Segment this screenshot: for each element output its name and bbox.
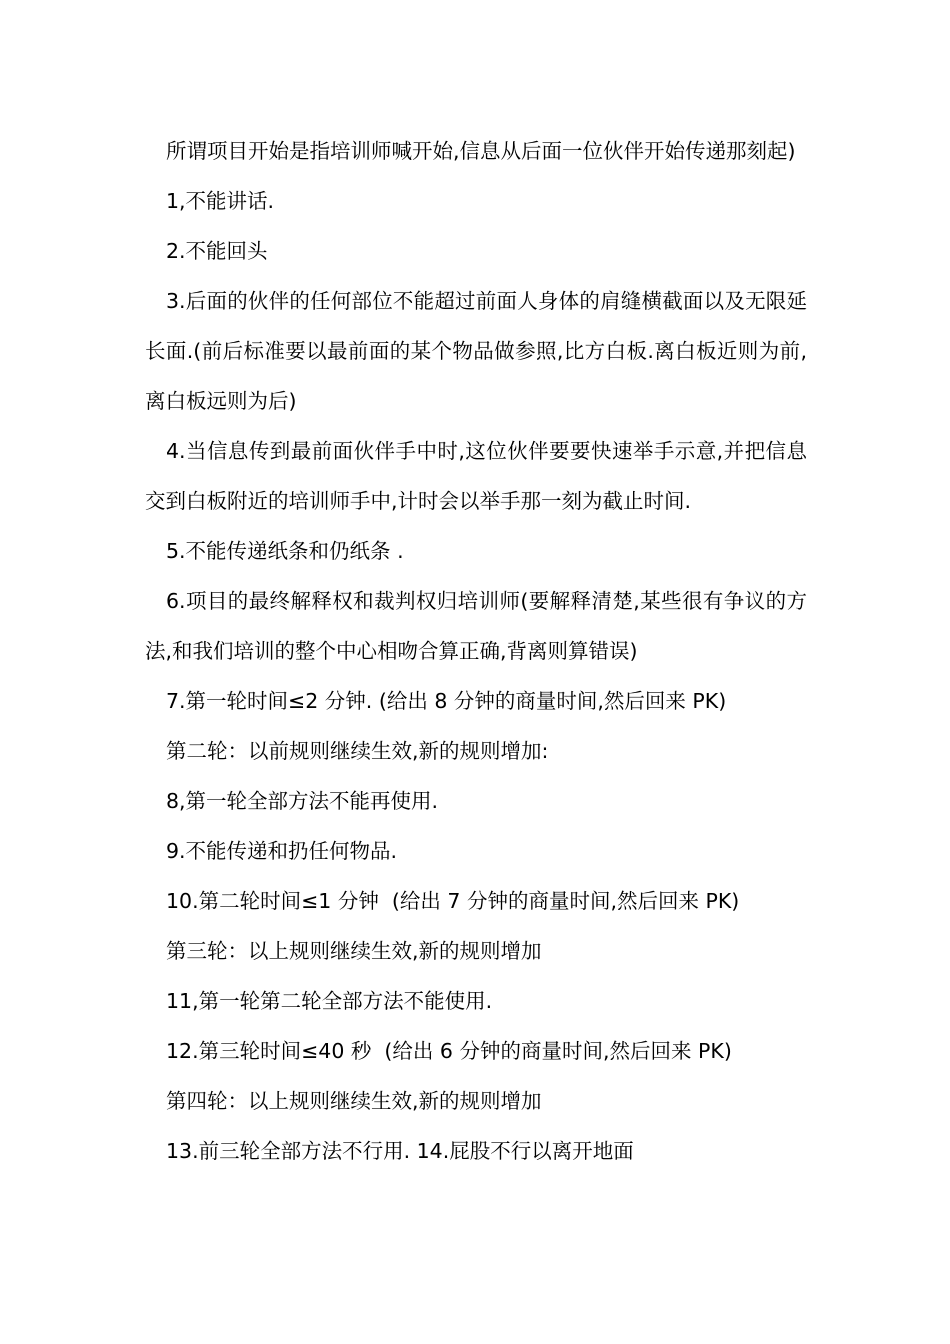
paragraph-rule-11: 11,第一轮第二轮全部方法不能使用.: [166, 989, 493, 1013]
paragraph-rule-9: 9.不能传递和扔任何物品.: [166, 839, 398, 863]
paragraph-rule-3: 3.后面的伙伴的任何部位不能超过前面人身体的肩缝横截面以及无限延长面.(前后标准要以最前面的某个物品做参照,比方白板.离白板近则为前,离白板远则为后): [145, 289, 807, 413]
paragraph-round-2-heading: 第二轮：以前规则继续生效,新的规则增加:: [166, 739, 549, 763]
document-body: [145, 126, 807, 1176]
paragraph-rule-1: 1,不能讲话.: [166, 189, 275, 213]
paragraph-round-3-heading: 第三轮：以上规则继续生效,新的规则增加: [166, 939, 542, 963]
paragraph-rule-6: 6.项目的最终解释权和裁判权归培训师(要解释清楚,某些很有争议的方法,和我们培训的整个中心相吻合算正确,背离则算错误): [145, 589, 807, 663]
paragraph-rule-7: 7.第一轮时间≤2 分钟. (给出 8 分钟的商量时间,然后回来 PK): [166, 689, 727, 713]
paragraph-rule-12: 12.第三轮时间≤40 秒 (给出 6 分钟的商量时间,然后回来 PK): [166, 1039, 732, 1063]
paragraph-rule-2: 2.不能回头: [166, 239, 268, 263]
paragraph-round-4-heading: 第四轮：以上规则继续生效,新的规则增加: [166, 1089, 542, 1113]
paragraph-rule-5: 5.不能传递纸条和仍纸条 .: [166, 539, 404, 563]
paragraph-rule-4: 4.当信息传到最前面伙伴手中时,这位伙伴要要快速举手示意,并把信息交到白板附近的培训师手中,计时会以举手那一刻为截止时间.: [145, 439, 807, 513]
paragraph-rule-10: 10.第二轮时间≤1 分钟 (给出 7 分钟的商量时间,然后回来 PK): [166, 889, 740, 913]
paragraph-rule-8: 8,第一轮全部方法不能再使用.: [166, 789, 439, 813]
paragraph-intro: 所谓项目开始是指培训师喊开始,信息从后面一位伙伴开始传递那刻起): [166, 139, 796, 163]
paragraph-rule-13-14: 13.前三轮全部方法不行用. 14.屁股不行以离开地面: [166, 1139, 634, 1163]
